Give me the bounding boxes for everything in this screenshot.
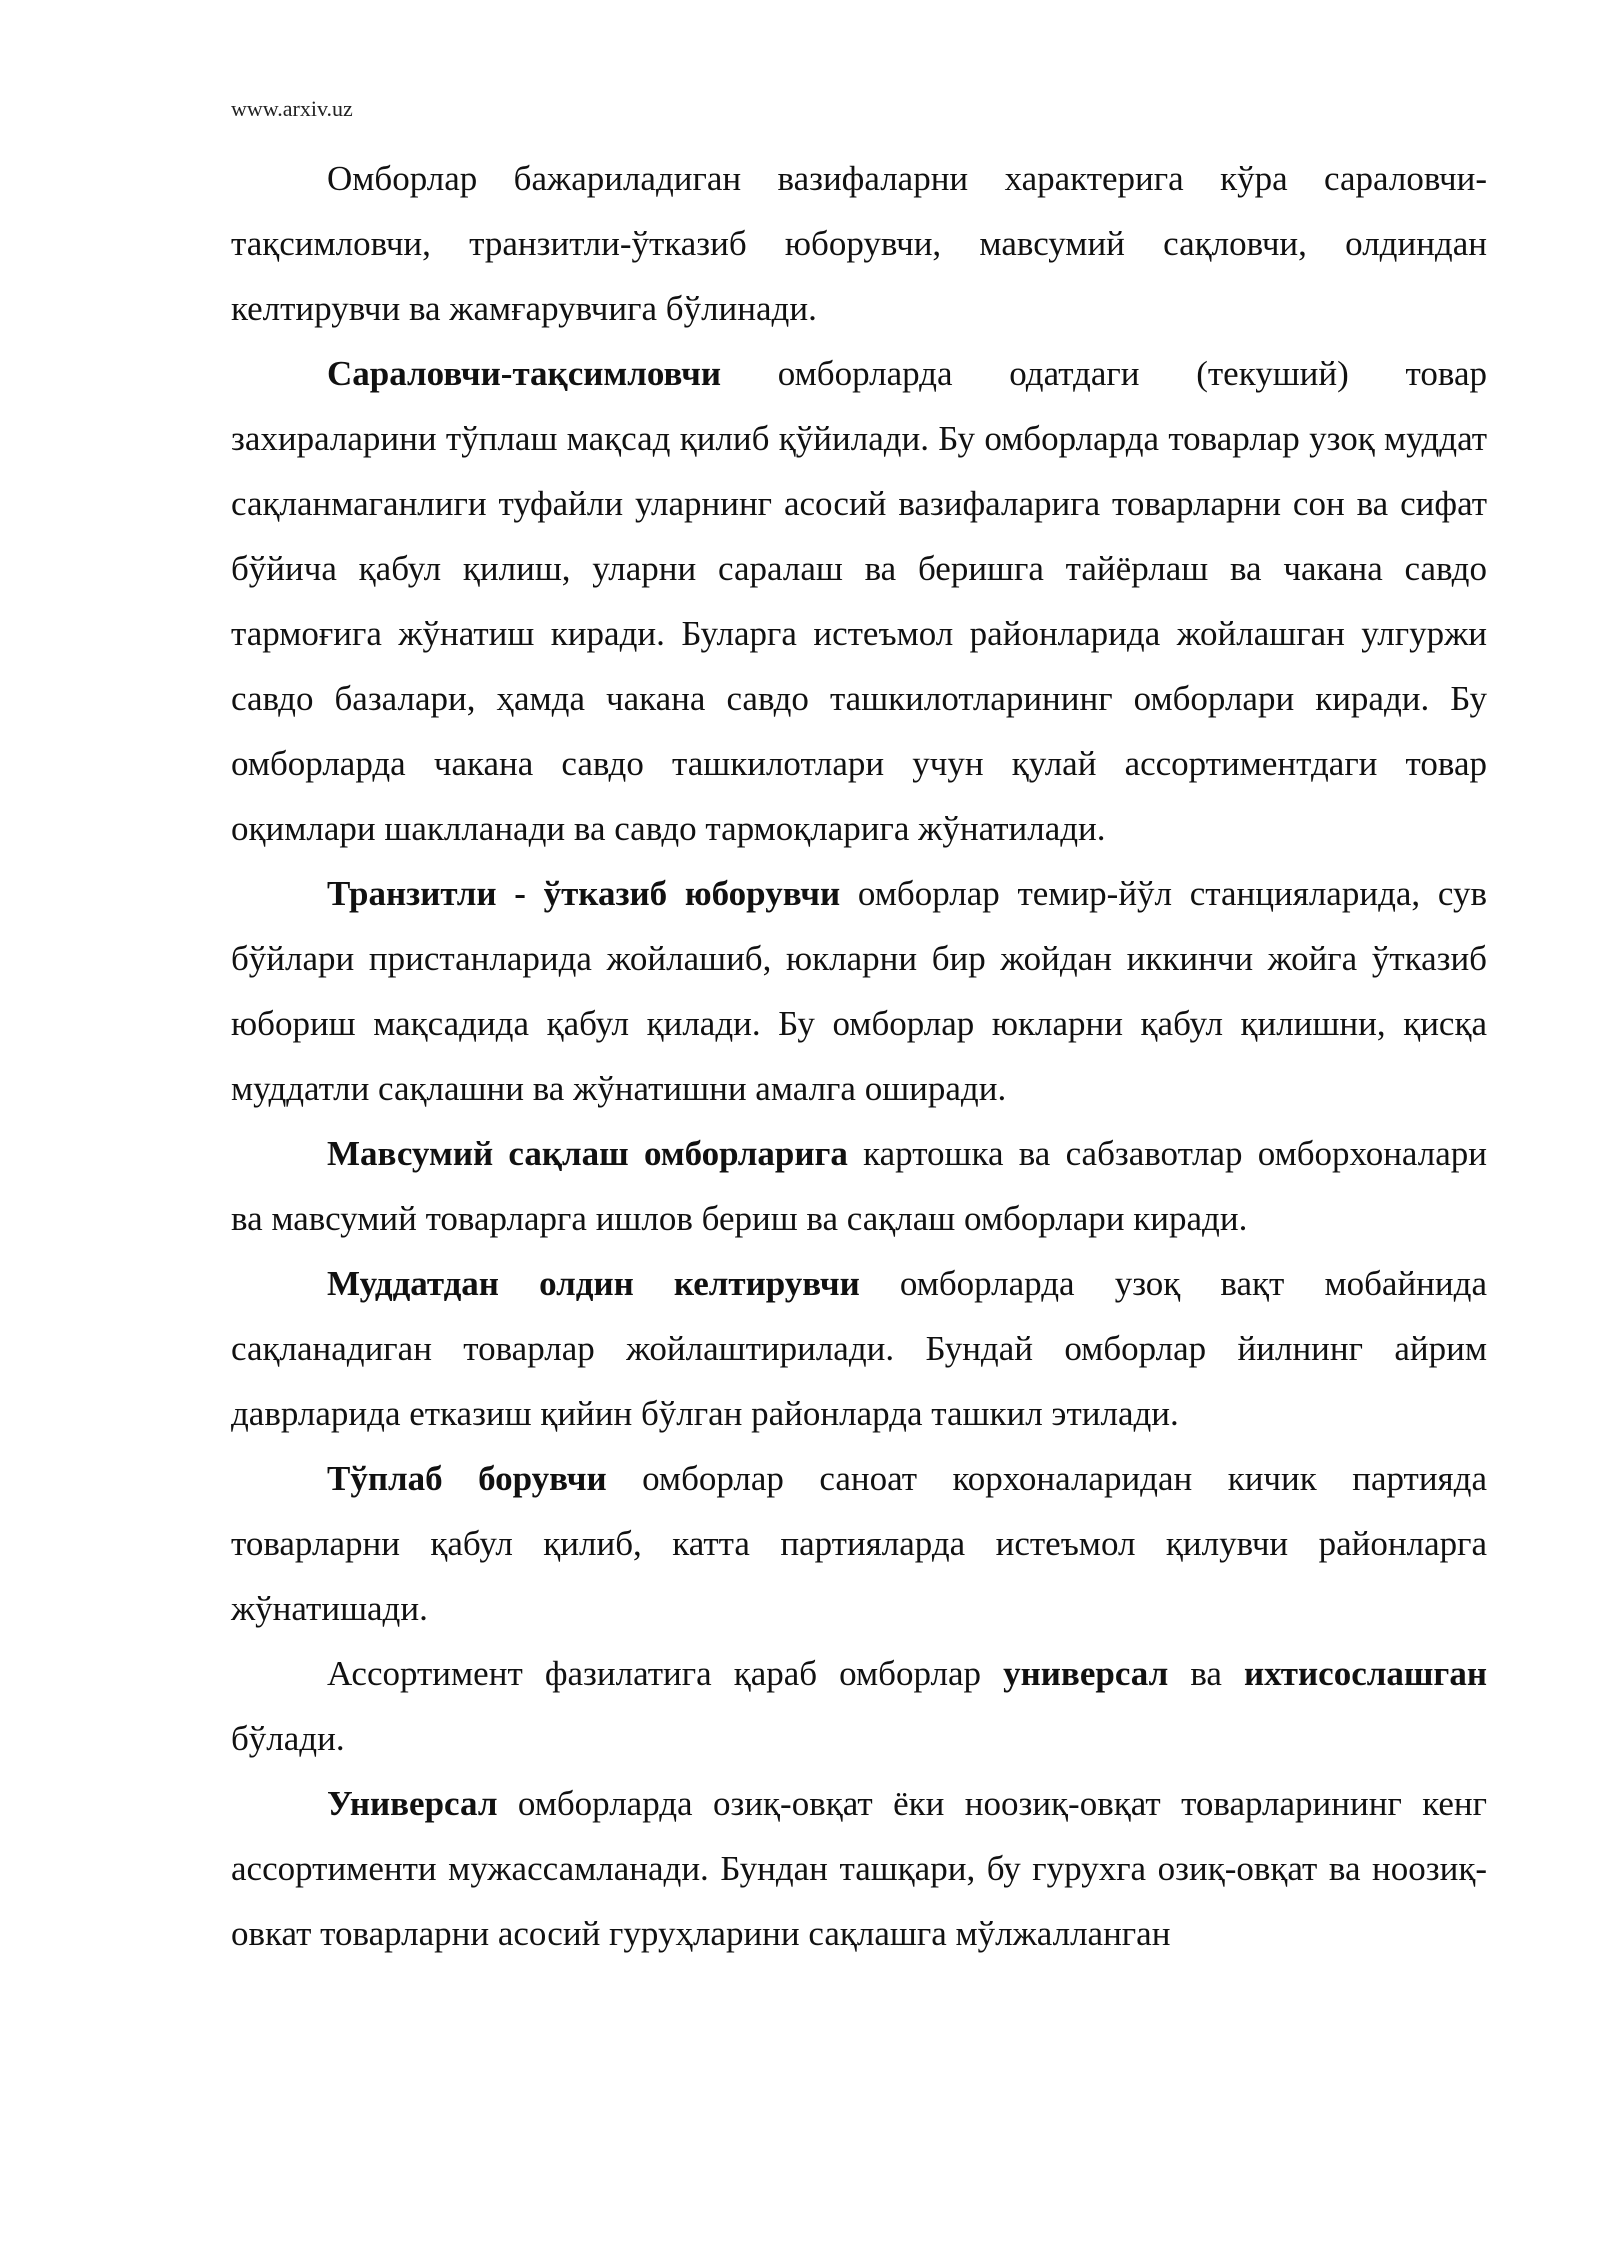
term-advance-delivery: Муддатдан олдин келтирувчи xyxy=(327,1264,860,1303)
term-specialized: ихтисослашган xyxy=(1244,1654,1487,1693)
paragraph-text: Омборлар бажариладиган вазифаларни характерига кўра сараловчи-тақсимловчи, транзитли-ўтказиб юборувчи, мавсумий сақловчи, олдиндан келтирувчи ва жамғарувчига бўлинади. xyxy=(231,159,1487,328)
term-seasonal: Мавсумий сақлаш омборларига xyxy=(327,1134,848,1173)
paragraph-text: картошка ва сабзавотлар омборхоналари ва мавсумий товарларга ишлов бериш ва сақлаш омборлари киради. xyxy=(231,1134,1487,1238)
paragraph-sorting-distribution xyxy=(231,341,1487,861)
paragraph-accumulating xyxy=(231,1446,1487,1641)
paragraph-warehouse-types xyxy=(231,146,1487,341)
paragraph-text: ва xyxy=(1168,1654,1245,1693)
paragraph-text: омборлар темир-йўл станцияларида, сув бўйлари пристанларида жойлашиб, юкларни бир жойдан иккинчи жойга ўтказиб юбориш мақсадида қабул қилади. Бу омборлар юкларни қабул қилишни, қисқа муддатли сақлашни ва жўнатишни амалга оширади. xyxy=(231,874,1487,1108)
paragraph-transit xyxy=(231,861,1487,1121)
paragraph-seasonal xyxy=(231,1121,1487,1251)
paragraph-assortment xyxy=(231,1641,1487,1771)
term-sorting-distribution: Сараловчи-тақсимловчи xyxy=(327,354,722,393)
term-universal-lead: Универсал xyxy=(327,1784,498,1823)
document-body xyxy=(231,146,1487,1966)
paragraph-text: омборларда одатдаги (текуший) товар захираларини тўплаш мақсад қилиб қўйилади. Бу омборларда товарлар узоқ муддат сақланмаганлиги туфайли уларнинг асосий вазифаларига товарларни сон ва сифат бўйича қабул қилиш, уларни саралаш ва беришга тайёрлаш ва чакана савдо тармоғига жўнатиш киради. Буларга истеъмол районларида жойлашган улгуржи савдо базалари, ҳамда чакана савдо ташкилотларининг омборлари киради. Бу омборларда чакана савдо ташкилотлари учун қулай ассортиментдаги товар оқимлари шаклланади ва савдо тармоқларига жўнатилади. xyxy=(231,354,1487,848)
term-universal: универсал xyxy=(1003,1654,1169,1693)
paragraph-advance-delivery xyxy=(231,1251,1487,1446)
paragraph-text: Ассортимент фазилатига қараб омборлар xyxy=(327,1654,1004,1693)
site-url: www.arxiv.uz xyxy=(231,96,353,121)
paragraph-universal xyxy=(231,1771,1487,1966)
paragraph-text: омборлар саноат корхоналаридан кичик партияда товарларни қабул қилиб, катта партияларда истеъмол қилувчи районларга жўнатишади. xyxy=(231,1459,1487,1628)
term-accumulating: Тўплаб борувчи xyxy=(327,1459,607,1498)
paragraph-text: бўлади. xyxy=(231,1719,345,1758)
paragraph-text: омборларда узоқ вақт мобайнида сақланадиган товарлар жойлаштирилади. Бундай омборлар йилнинг айрим даврларида етказиш қийин бўлган районларда ташкил этилади. xyxy=(231,1264,1487,1433)
paragraph-text: омборларда озиқ-овқат ёки ноозиқ-овқат товарларининг кенг ассортименти мужассамланади. Бундан ташқари, бу гурухга озиқ-овқат ва ноозиқ-овкат товарларни асосий гуруҳларини сақлашга мўлжалланган xyxy=(231,1784,1487,1953)
term-transit: Транзитли - ўтказиб юборувчи xyxy=(327,874,841,913)
